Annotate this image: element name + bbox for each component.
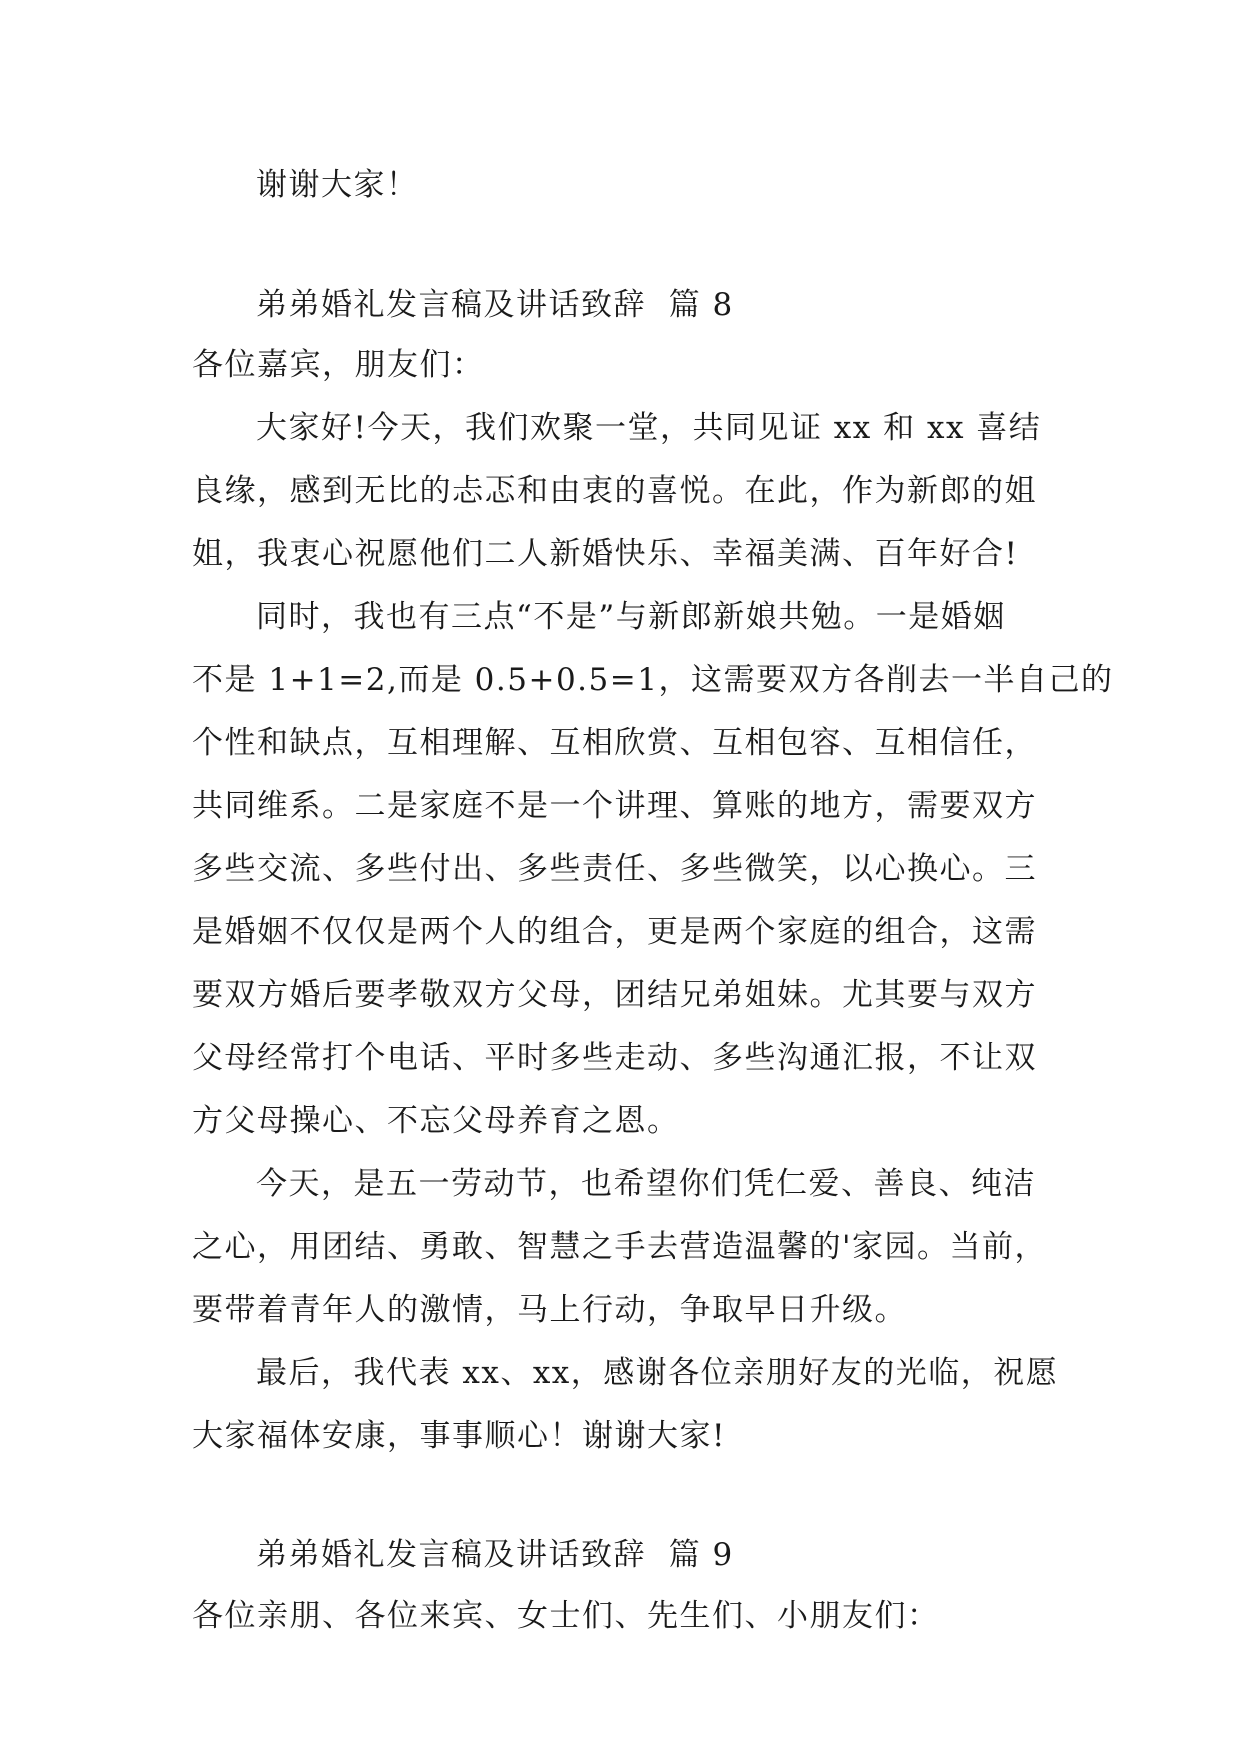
- paragraph-line: 之心，用团结、勇敢、智慧之手去营造温馨的'家园。当前，: [192, 1229, 1048, 1265]
- paragraph-line: 共同维系。二是家庭不是一个讲理、算账的地方，需要双方: [192, 788, 1037, 824]
- section-heading: 弟弟婚礼发言稿及讲话致辞 篇 9: [256, 1537, 734, 1573]
- paragraph-line: 个性和缺点，互相理解、互相欣赏、互相包容、互相信任，: [192, 725, 1037, 761]
- paragraph-line: 同时，我也有三点“不是”与新郎新娘共勉。一是婚姻: [256, 599, 1006, 635]
- closing-line: 谢谢大家！: [256, 167, 419, 203]
- paragraph-line: 是婚姻不仅仅是两个人的组合，更是两个家庭的组合，这需: [192, 914, 1037, 950]
- paragraph-line: 不是 1+1=2,而是 0.5+0.5=1，这需要双方各削去一半自己的: [192, 662, 1114, 698]
- paragraph-line: 姐，我衷心祝愿他们二人新婚快乐、幸福美满、百年好合!: [192, 536, 1019, 572]
- paragraph-line: 大家福体安康，事事顺心！谢谢大家!: [192, 1418, 726, 1454]
- paragraph-line: 多些交流、多些付出、多些责任、多些微笑，以心换心。三: [192, 851, 1037, 887]
- paragraph-line: 良缘，感到无比的忐忑和由衷的喜悦。在此，作为新郎的姐: [192, 473, 1037, 509]
- paragraph-line: 父母经常打个电话、平时多些走动、多些沟通汇报，不让双: [192, 1040, 1037, 1076]
- paragraph-line: 方父母操心、不忘父母养育之恩。: [192, 1103, 680, 1139]
- section-heading: 弟弟婚礼发言稿及讲话致辞 篇 8: [256, 287, 734, 323]
- paragraph-line: 要双方婚后要孝敬双方父母，团结兄弟姐妹。尤其要与双方: [192, 977, 1037, 1013]
- salutation: 各位亲朋、各位来宾、女士们、先生们、小朋友们：: [192, 1598, 940, 1634]
- paragraph-line: 今天，是五一劳动节，也希望你们凭仁爱、善良、纯洁: [256, 1166, 1036, 1202]
- salutation: 各位嘉宾，朋友们：: [192, 347, 485, 383]
- paragraph-line: 要带着青年人的激情，马上行动，争取早日升级。: [192, 1292, 907, 1328]
- paragraph-line: 大家好!今天，我们欢聚一堂，共同见证 xx 和 xx 喜结: [256, 410, 1042, 446]
- paragraph-line: 最后，我代表 xx、xx，感谢各位亲朋好友的光临，祝愿: [256, 1355, 1059, 1391]
